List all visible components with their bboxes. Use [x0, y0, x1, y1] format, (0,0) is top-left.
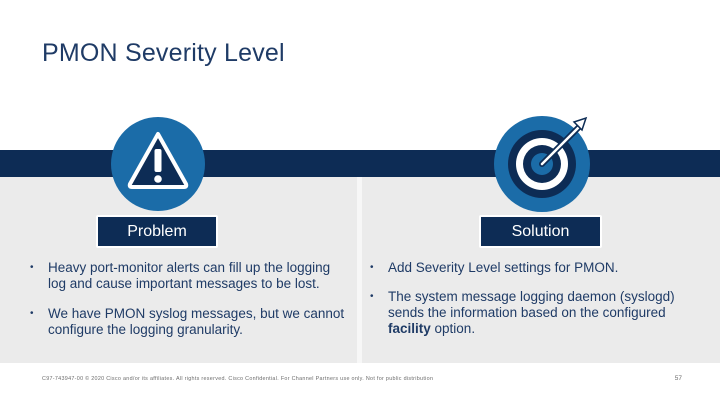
header-band: [0, 150, 720, 177]
list-item: [370, 260, 700, 276]
page-number: 57: [674, 375, 682, 382]
target-bullseye-icon: [494, 112, 594, 212]
list-item: [30, 260, 348, 292]
problem-bullet-2: We have PMON syslog messages, but we cannot configure the logging granularity.: [48, 306, 345, 337]
bullet-icon: •: [30, 308, 34, 319]
warning-triangle-icon: [110, 116, 206, 212]
problem-bullets: [30, 260, 348, 352]
bullet-icon: •: [370, 291, 374, 302]
bullet-icon: •: [370, 262, 374, 273]
problem-label: Problem: [96, 215, 218, 248]
list-item: [370, 289, 700, 337]
solution-bullet-1: Add Severity Level settings for PMON.: [388, 260, 619, 275]
slide-title: PMON Severity Level: [42, 39, 285, 67]
solution-bullet-2-bold: facility: [388, 321, 431, 336]
solution-label: Solution: [479, 215, 602, 248]
footer-legal-text: C97-743947-00 © 2020 Cisco and/or its affiliates. All rights reserved. Cisco Confidential. For Channel Partners use only. Not for public distribution: [42, 376, 434, 382]
bullet-icon: •: [30, 262, 34, 273]
solution-bullet-2: The system message logging daemon (syslogd) sends the information based on the configured: [388, 289, 675, 320]
solution-bullet-2-tail: option.: [430, 321, 476, 336]
list-item: [30, 306, 348, 338]
problem-bullet-1: Heavy port-monitor alerts can fill up the logging log and cause important messages to be lost.: [48, 260, 331, 291]
solution-bullets: [370, 260, 700, 351]
